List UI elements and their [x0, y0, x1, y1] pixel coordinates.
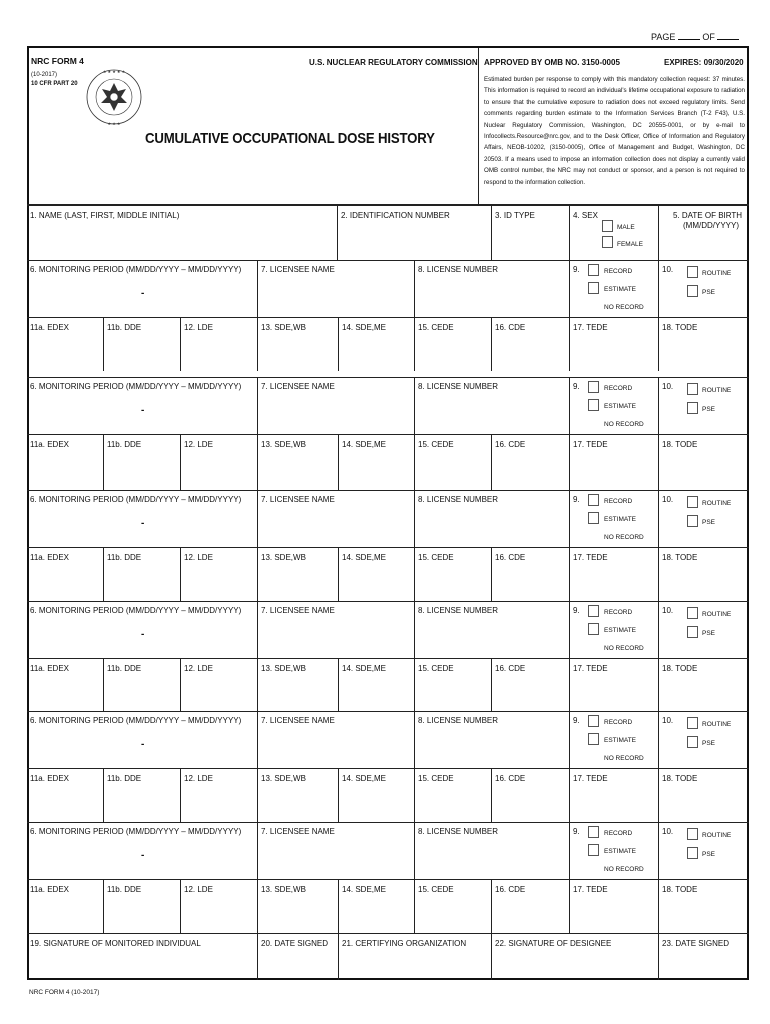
licensee-name-field[interactable]: 7. LICENSEE NAME — [261, 495, 335, 504]
signature-individual-field[interactable]: 19. SIGNATURE OF MONITORED INDIVIDUAL — [30, 939, 201, 948]
divider — [414, 879, 415, 933]
divider — [103, 317, 104, 371]
divider — [257, 658, 258, 711]
omb-number: APPROVED BY OMB NO. 3150-0005 — [484, 58, 620, 67]
sde-wb-field[interactable]: 13. SDE,WB — [261, 885, 306, 894]
item-10-label: 10. — [662, 495, 674, 504]
signature-row — [27, 934, 749, 980]
tode-field[interactable]: 18. TODE — [662, 664, 698, 673]
record-checkbox[interactable] — [588, 264, 599, 276]
divider — [658, 879, 659, 933]
sde-me-field[interactable]: 14. SDE,ME — [342, 774, 387, 783]
cde-field[interactable]: 16. CDE — [495, 664, 526, 673]
item-9-label: 9. — [573, 265, 580, 274]
divider — [180, 658, 181, 711]
divider — [658, 934, 659, 980]
sex-label: 4. SEX — [573, 211, 598, 220]
sde-me-field[interactable]: 14. SDE,ME — [342, 553, 387, 562]
edex-field[interactable]: 11a. EDEX — [30, 440, 69, 449]
tode-field[interactable]: 18. TODE — [662, 885, 698, 894]
divider — [491, 658, 492, 711]
divider — [658, 711, 659, 769]
item-10-label: 10. — [662, 265, 674, 274]
male-label: MALE — [617, 224, 635, 231]
item-9-label: 9. — [573, 495, 580, 504]
estimate-label: ESTIMATE — [604, 627, 637, 634]
divider — [27, 547, 749, 548]
divider — [257, 934, 258, 980]
pse-checkbox[interactable] — [687, 736, 698, 748]
divider — [414, 822, 415, 880]
record-label: RECORD — [604, 719, 633, 726]
divider — [180, 434, 181, 490]
license-number-field[interactable]: 8. LICENSE NUMBER — [418, 716, 499, 725]
estimate-label: ESTIMATE — [604, 516, 637, 523]
divider — [338, 934, 339, 980]
divider — [27, 711, 749, 712]
divider — [414, 260, 415, 318]
item-10-label: 10. — [662, 606, 674, 615]
cde-field[interactable]: 16. CDE — [495, 885, 526, 894]
routine-checkbox[interactable] — [687, 607, 698, 619]
cde-field[interactable]: 16. CDE — [495, 323, 526, 332]
period-separator: - — [141, 288, 145, 299]
divider — [491, 879, 492, 933]
monitoring-period-block — [27, 377, 749, 490]
tode-field[interactable]: 18. TODE — [662, 774, 698, 783]
divider — [414, 601, 415, 659]
dob-field[interactable]: 5. DATE OF BIRTH — [673, 211, 743, 220]
dob-format: (MM/DD/YYYY) — [683, 221, 739, 230]
record-checkbox[interactable] — [588, 494, 599, 506]
divider — [180, 317, 181, 371]
divider — [27, 317, 749, 318]
divider — [257, 601, 258, 659]
record-label: RECORD — [604, 498, 633, 505]
divider — [257, 768, 258, 822]
divider — [414, 658, 415, 711]
divider — [27, 879, 749, 880]
tede-field[interactable]: 17. TEDE — [573, 885, 608, 894]
edex-field[interactable]: 11a. EDEX — [30, 664, 69, 673]
routine-label: ROUTINE — [702, 721, 732, 728]
id-number-field[interactable]: 2. IDENTIFICATION NUMBER — [341, 211, 450, 220]
pse-checkbox[interactable] — [687, 515, 698, 527]
record-label: RECORD — [604, 385, 633, 392]
sde-me-field[interactable]: 14. SDE,ME — [342, 664, 387, 673]
footer-form-reference: NRC FORM 4 (10-2017) — [29, 989, 100, 996]
divider — [658, 658, 659, 711]
sde-wb-field[interactable]: 13. SDE,WB — [261, 553, 306, 562]
divider — [27, 260, 749, 261]
edex-field[interactable]: 11a. EDEX — [30, 885, 69, 894]
license-number-field[interactable]: 8. LICENSE NUMBER — [418, 606, 499, 615]
male-checkbox[interactable] — [602, 220, 613, 232]
divider — [103, 547, 104, 601]
dde-field[interactable]: 11b. DDE — [107, 664, 142, 673]
estimate-checkbox[interactable] — [588, 844, 599, 856]
licensee-name-field[interactable]: 7. LICENSEE NAME — [261, 716, 335, 725]
divider — [491, 768, 492, 822]
tode-field[interactable]: 18. TODE — [662, 553, 698, 562]
id-type-field[interactable]: 3. ID TYPE — [495, 211, 535, 220]
sde-me-field[interactable]: 14. SDE,ME — [342, 885, 387, 894]
divider — [257, 490, 258, 548]
divider — [414, 434, 415, 490]
record-checkbox[interactable] — [588, 381, 599, 393]
form-revision: (10-2017) — [31, 72, 58, 78]
pse-label: PSE — [702, 519, 716, 526]
record-label: RECORD — [604, 830, 633, 837]
licensee-name-field[interactable]: 7. LICENSEE NAME — [261, 382, 335, 391]
divider — [569, 658, 570, 711]
divider — [658, 601, 659, 659]
sde-wb-field[interactable]: 13. SDE,WB — [261, 440, 306, 449]
pse-checkbox[interactable] — [687, 285, 698, 297]
monitoring-period-field[interactable]: 6. MONITORING PERIOD (MM/DD/YYYY – MM/DD/YYYY) — [30, 265, 242, 274]
item-10-label: 10. — [662, 827, 674, 836]
divider — [569, 317, 570, 371]
divider — [569, 879, 570, 933]
period-separator: - — [141, 405, 145, 416]
divider — [414, 768, 415, 822]
sde-wb-field[interactable]: 13. SDE,WB — [261, 664, 306, 673]
item-9-label: 9. — [573, 382, 580, 391]
no-record-label: NO RECORD — [604, 304, 644, 311]
tede-field[interactable]: 17. TEDE — [573, 440, 608, 449]
divider — [491, 434, 492, 490]
item-9-label: 9. — [573, 716, 580, 725]
licensee-name-field[interactable]: 7. LICENSEE NAME — [261, 606, 335, 615]
divider — [658, 377, 659, 435]
divider — [658, 547, 659, 601]
estimate-checkbox[interactable] — [588, 733, 599, 745]
record-label: RECORD — [604, 609, 633, 616]
sde-wb-field[interactable]: 13. SDE,WB — [261, 323, 306, 332]
tode-field[interactable]: 18. TODE — [662, 323, 698, 332]
routine-label: ROUTINE — [702, 611, 732, 618]
divider — [180, 879, 181, 933]
divider — [338, 434, 339, 490]
estimate-checkbox[interactable] — [588, 282, 599, 294]
divider — [103, 658, 104, 711]
pse-checkbox[interactable] — [687, 626, 698, 638]
license-number-field[interactable]: 8. LICENSE NUMBER — [418, 265, 499, 274]
monitoring-period-block — [27, 822, 749, 933]
tede-field[interactable]: 17. TEDE — [573, 553, 608, 562]
monitoring-period-block — [27, 490, 749, 601]
period-separator: - — [141, 629, 145, 640]
monitoring-period-block — [27, 260, 749, 371]
page-counter — [651, 31, 739, 42]
divider — [257, 377, 258, 435]
edex-field[interactable]: 11a. EDEX — [30, 553, 69, 562]
monitoring-period-block — [27, 711, 749, 822]
dde-field[interactable]: 11b. DDE — [107, 323, 142, 332]
divider — [658, 434, 659, 490]
monitoring-period-field[interactable]: 6. MONITORING PERIOD (MM/DD/YYYY – MM/DD/YYYY) — [30, 716, 242, 725]
divider — [338, 547, 339, 601]
divider — [257, 434, 258, 490]
item-10-label: 10. — [662, 382, 674, 391]
dde-field[interactable]: 11b. DDE — [107, 774, 142, 783]
divider — [658, 768, 659, 822]
routine-checkbox[interactable] — [687, 496, 698, 508]
tode-field[interactable]: 18. TODE — [662, 440, 698, 449]
divider — [338, 768, 339, 822]
divider — [569, 601, 570, 659]
dde-field[interactable]: 11b. DDE — [107, 553, 142, 562]
divider — [569, 822, 570, 880]
divider — [103, 768, 104, 822]
divider — [103, 434, 104, 490]
pse-label: PSE — [702, 740, 716, 747]
cede-field[interactable]: 15. CEDE — [418, 774, 454, 783]
lde-field[interactable]: 12. LDE — [184, 323, 213, 332]
no-record-label: NO RECORD — [604, 755, 644, 762]
dde-field[interactable]: 11b. DDE — [107, 440, 142, 449]
identity-row — [27, 206, 749, 260]
monitoring-period-field[interactable]: 6. MONITORING PERIOD (MM/DD/YYYY – MM/DD/YYYY) — [30, 495, 242, 504]
no-record-label: NO RECORD — [604, 421, 644, 428]
record-checkbox[interactable] — [588, 715, 599, 727]
divider — [491, 547, 492, 601]
monitoring-period-block — [27, 601, 749, 711]
divider — [491, 206, 492, 260]
divider — [180, 547, 181, 601]
divider — [257, 711, 258, 769]
routine-checkbox[interactable] — [687, 717, 698, 729]
cede-field[interactable]: 15. CEDE — [418, 664, 454, 673]
pse-label: PSE — [702, 406, 716, 413]
svg-text:★ ★ ★: ★ ★ ★ — [107, 121, 121, 126]
estimate-label: ESTIMATE — [604, 737, 637, 744]
divider — [103, 879, 104, 933]
no-record-label: NO RECORD — [604, 645, 644, 652]
item-10-label: 10. — [662, 716, 674, 725]
divider — [257, 822, 258, 880]
license-number-field[interactable]: 8. LICENSE NUMBER — [418, 495, 499, 504]
monitoring-period-field[interactable]: 6. MONITORING PERIOD (MM/DD/YYYY – MM/DD/YYYY) — [30, 382, 242, 391]
divider — [569, 206, 570, 260]
record-checkbox[interactable] — [588, 826, 599, 838]
page-label: PAGE — [651, 32, 676, 42]
divider — [491, 934, 492, 980]
sde-me-field[interactable]: 14. SDE,ME — [342, 323, 387, 332]
pse-label: PSE — [702, 851, 716, 858]
header-divider — [478, 48, 479, 205]
routine-checkbox[interactable] — [687, 266, 698, 278]
divider — [27, 822, 749, 823]
cede-field[interactable]: 15. CEDE — [418, 553, 454, 562]
monitoring-period-field[interactable]: 6. MONITORING PERIOD (MM/DD/YYYY – MM/DD/YYYY) — [30, 606, 242, 615]
form-number: NRC FORM 4 — [31, 56, 84, 66]
divider — [414, 547, 415, 601]
divider — [27, 490, 749, 491]
divider — [27, 377, 749, 378]
cde-field[interactable]: 16. CDE — [495, 553, 526, 562]
cde-field[interactable]: 16. CDE — [495, 440, 526, 449]
estimate-label: ESTIMATE — [604, 403, 637, 410]
nrc-seal-logo — [85, 53, 143, 141]
divider — [569, 260, 570, 318]
licensee-name-field[interactable]: 7. LICENSEE NAME — [261, 265, 335, 274]
sde-me-field[interactable]: 14. SDE,ME — [342, 440, 387, 449]
record-label: RECORD — [604, 268, 633, 275]
item-9-label: 9. — [573, 827, 580, 836]
divider — [569, 490, 570, 548]
no-record-label: NO RECORD — [604, 866, 644, 873]
agency-name: U.S. NUCLEAR REGULATORY COMMISSION — [309, 58, 478, 67]
of-label: OF — [702, 32, 715, 42]
divider — [658, 317, 659, 371]
estimate-checkbox[interactable] — [588, 512, 599, 524]
divider — [338, 658, 339, 711]
dde-field[interactable]: 11b. DDE — [107, 885, 142, 894]
estimate-checkbox[interactable] — [588, 399, 599, 411]
lde-field[interactable]: 12. LDE — [184, 885, 213, 894]
certifying-organization-field[interactable]: 21. CERTIFYING ORGANIZATION — [342, 939, 467, 948]
divider — [338, 879, 339, 933]
date-signed-field[interactable]: 20. DATE SIGNED — [261, 939, 328, 948]
cfr-reference: 10 CFR PART 20 — [31, 81, 78, 87]
divider — [337, 206, 338, 260]
designee-date-field[interactable]: 23. DATE SIGNED — [662, 939, 729, 948]
divider — [414, 711, 415, 769]
form-title: CUMULATIVE OCCUPATIONAL DOSE HISTORY — [145, 130, 435, 147]
item-9-label: 9. — [573, 606, 580, 615]
divider — [257, 547, 258, 601]
divider — [658, 260, 659, 318]
divider — [658, 490, 659, 548]
lde-field[interactable]: 12. LDE — [184, 774, 213, 783]
routine-checkbox[interactable] — [687, 828, 698, 840]
pse-checkbox[interactable] — [687, 847, 698, 859]
lde-field[interactable]: 12. LDE — [184, 440, 213, 449]
divider — [27, 768, 749, 769]
divider — [180, 768, 181, 822]
tede-field[interactable]: 17. TEDE — [573, 323, 608, 332]
pse-checkbox[interactable] — [687, 402, 698, 414]
routine-label: ROUTINE — [702, 500, 732, 507]
tede-field[interactable]: 17. TEDE — [573, 774, 608, 783]
license-number-field[interactable]: 8. LICENSE NUMBER — [418, 382, 499, 391]
cde-field[interactable]: 16. CDE — [495, 774, 526, 783]
divider — [569, 711, 570, 769]
pse-label: PSE — [702, 289, 716, 296]
divider — [414, 377, 415, 435]
pse-label: PSE — [702, 630, 716, 637]
estimate-label: ESTIMATE — [604, 286, 637, 293]
divider — [414, 490, 415, 548]
divider — [257, 260, 258, 318]
routine-label: ROUTINE — [702, 270, 732, 277]
expiration-date: EXPIRES: 09/30/2020 — [664, 58, 744, 67]
signature-designee-field[interactable]: 22. SIGNATURE OF DESIGNEE — [495, 939, 612, 948]
burden-statement: Estimated burden per response to comply with this mandatory collection request: 37 minutes. This information is required to record an individual's lifetime occupational exposure to radiation to ensure that the cumulative exposure to radiation does not exceed regulatory limits. Send comments regarding burden estimate to the Information Services Branch (T-2 F43), U.S. Nuclear Regulatory Commission, Washington, DC 20555-0001, or by e-mail to Infocollects.Resource@nrc.gov, and to the Desk Officer, Office of Information and Regulatory Affairs, NEOB-10202, (3150-0005), Office of Management and Budget, Washington, DC 20503. If a means used to impose an information collection does not display a currently valid OMB control number, the NRC may not conduct or sponsor, and a person is not required to respond to the information collection. — [484, 76, 745, 186]
estimate-label: ESTIMATE — [604, 848, 637, 855]
divider — [27, 658, 749, 659]
divider — [569, 547, 570, 601]
lde-field[interactable]: 12. LDE — [184, 553, 213, 562]
routine-checkbox[interactable] — [687, 383, 698, 395]
edex-field[interactable]: 11a. EDEX — [30, 323, 69, 332]
divider — [27, 601, 749, 602]
divider — [27, 434, 749, 435]
estimate-checkbox[interactable] — [588, 623, 599, 635]
female-checkbox[interactable] — [602, 236, 613, 248]
cede-field[interactable]: 15. CEDE — [418, 440, 454, 449]
divider — [569, 434, 570, 490]
name-field[interactable]: 1. NAME (LAST, FIRST, MIDDLE INITIAL) — [30, 211, 180, 220]
monitoring-period-field[interactable]: 6. MONITORING PERIOD (MM/DD/YYYY – MM/DD/YYYY) — [30, 827, 242, 836]
page-total-field[interactable] — [717, 31, 739, 40]
svg-text:★ ★ ★ ★ ★: ★ ★ ★ ★ ★ — [102, 69, 126, 74]
tede-field[interactable]: 17. TEDE — [573, 664, 608, 673]
divider — [257, 879, 258, 933]
divider — [658, 822, 659, 880]
licensee-name-field[interactable]: 7. LICENSEE NAME — [261, 827, 335, 836]
divider — [257, 317, 258, 371]
divider — [338, 317, 339, 371]
female-label: FEMALE — [617, 241, 644, 248]
routine-label: ROUTINE — [702, 387, 732, 394]
no-record-label: NO RECORD — [604, 534, 644, 541]
sde-wb-field[interactable]: 13. SDE,WB — [261, 774, 306, 783]
cede-field[interactable]: 15. CEDE — [418, 885, 454, 894]
lde-field[interactable]: 12. LDE — [184, 664, 213, 673]
divider — [569, 377, 570, 435]
record-checkbox[interactable] — [588, 605, 599, 617]
edex-field[interactable]: 11a. EDEX — [30, 774, 69, 783]
divider — [414, 317, 415, 371]
cede-field[interactable]: 15. CEDE — [418, 323, 454, 332]
divider — [569, 768, 570, 822]
period-separator: - — [141, 850, 145, 861]
license-number-field[interactable]: 8. LICENSE NUMBER — [418, 827, 499, 836]
routine-label: ROUTINE — [702, 832, 732, 839]
period-separator: - — [141, 518, 145, 529]
page-number-field[interactable] — [678, 31, 700, 40]
divider — [658, 206, 659, 260]
divider — [491, 317, 492, 371]
period-separator: - — [141, 739, 145, 750]
